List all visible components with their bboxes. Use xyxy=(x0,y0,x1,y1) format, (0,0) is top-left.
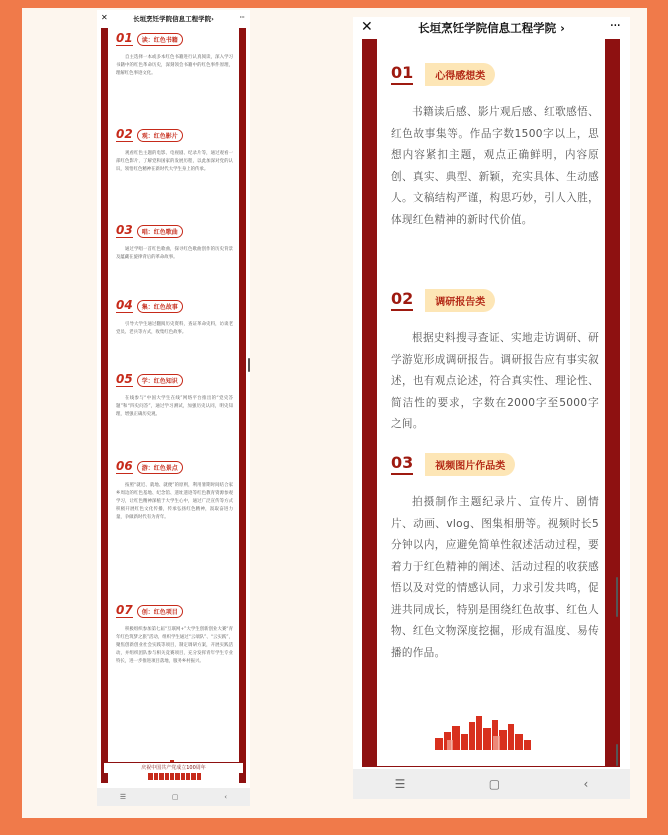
section-number: 01 xyxy=(116,31,133,45)
close-icon[interactable]: ✕ xyxy=(361,19,373,35)
system-nav-bar xyxy=(353,769,630,799)
section-text: 在线参与“中国大学生在线”网络平台推出的“党史答题”和“四史问答”，通过学习测试，加强历史认同，明史知理，增强正确历史观。 xyxy=(116,396,233,417)
page-title: 长垣烹饪学院信息工程学院 xyxy=(418,21,557,35)
section-tag: 读：红色书籍 xyxy=(137,33,183,46)
section-research-report xyxy=(391,289,599,436)
section-tag: 观：红色影片 xyxy=(137,129,183,142)
title-bar xyxy=(97,10,250,28)
scrollbar[interactable] xyxy=(248,358,250,372)
title-bar xyxy=(353,17,630,39)
scrollbar[interactable] xyxy=(616,744,618,766)
close-icon[interactable]: ✕ xyxy=(101,13,108,22)
home-icon[interactable]: ▢ xyxy=(171,793,179,801)
section-text: 拍摄制作主题纪录片、宣传片、剧情片、动画、vlog、图集相册等。视频时长5分钟以内，应避免简单性叙述活动过程，要着力于红色精神的阐述、活动过程的收获感悟以及对党的情感认同，力求引发共鸣，促进共同成长，特别是围绕红色故事、红色人物、红色文物深度挖掘，形成有温度、易传播的作品。 xyxy=(391,496,599,659)
section-tag: 集：红色故事 xyxy=(137,300,183,313)
section-text: 引导大学生通过翻阅历史资料，查证革命史料，访谈老党员、老兵等方式，收集红色故事。 xyxy=(116,322,233,335)
article-frame xyxy=(101,28,246,783)
scrollbar[interactable] xyxy=(616,577,618,617)
chevron-right-icon[interactable]: › xyxy=(211,15,214,23)
footer-banner: 庆祝中国共产党成立100周年 xyxy=(104,762,243,773)
back-icon[interactable]: ‹ xyxy=(583,777,589,791)
section-tag: 心得感想类 xyxy=(425,63,495,86)
section-video-photo xyxy=(391,453,599,664)
section-tag: 调研报告类 xyxy=(425,289,495,312)
section-number: 02 xyxy=(116,127,133,141)
section-learn xyxy=(116,373,233,419)
article-frame xyxy=(362,39,620,766)
section-text: 积极组织参加第七届“互联网+”大学生创新创业大赛“青年红色筑梦之旅”活动，组织学生通过“云端队”、“云实践”，聚焦创新创业社会实践等项目，制定调研方案，开展实践活动，并组织团队参与相关竞赛项目，充分发挥青年学生专业特长，进一步推进项目落地，服务乡村振兴。 xyxy=(116,627,233,664)
page-title: 长垣烹饪学院信息工程学院 xyxy=(133,15,212,23)
right-phone-screenshot xyxy=(353,17,630,799)
more-icon[interactable]: ··· xyxy=(609,18,620,34)
back-icon[interactable]: ‹ xyxy=(224,793,228,801)
section-number: 07 xyxy=(116,603,133,617)
section-text: 自主选择一本或多本红色书籍进行认真阅读，深入学习书籍中的红色革命历史，深刻领会书籍中的红色事件原理，理解红色事迹文化。 xyxy=(116,55,233,76)
section-number: 03 xyxy=(391,454,413,475)
article-page xyxy=(108,28,239,783)
home-icon[interactable]: ▢ xyxy=(488,777,501,791)
left-phone-screenshot xyxy=(97,10,250,806)
article-page xyxy=(377,39,605,766)
section-collect xyxy=(116,299,233,337)
section-sing xyxy=(116,224,233,262)
section-tag: 游：红色景点 xyxy=(137,461,183,474)
menu-icon[interactable]: ☰ xyxy=(119,793,127,801)
section-number: 02 xyxy=(391,290,413,311)
section-number: 03 xyxy=(116,223,133,237)
section-read xyxy=(116,32,233,78)
menu-icon[interactable]: ☰ xyxy=(394,777,406,791)
section-watch xyxy=(116,128,233,174)
section-tag: 创：红色项目 xyxy=(137,605,183,618)
section-create xyxy=(116,604,233,666)
section-tag: 视频图片作品类 xyxy=(425,453,515,476)
section-text: 根据史料搜寻查证、实地走访调研、研学游览形成调研报告。调研报告应有事实叙述，也有观点论述，符合真实性、理论性、简洁性的要求，字数在2000字至5000字之间。 xyxy=(391,332,599,430)
more-icon[interactable]: ··· xyxy=(239,13,244,22)
chevron-right-icon[interactable]: › xyxy=(560,21,565,35)
section-text: 书籍读后感、影片观后感、红歌感悟、红色故事集等。作品字数1500字以上，思想内容紧扣主题，观点正确鲜明，内容原创、真实、典型、新颖，充实具体、生动感人。文稿结构严谨，构思巧妙，引人入胜，体现红色精神的新时代价值。 xyxy=(391,106,599,226)
section-number: 05 xyxy=(116,372,133,386)
section-tag: 唱：红色歌曲 xyxy=(137,225,183,238)
section-number: 06 xyxy=(116,459,133,473)
section-text: 按照“就近、就地、就便”的原则，利用暑期时间结合家乡周边的红色基地、纪念馆、遗址遗迹等红色教育资源参观学习，让红色精神深植于大学生心中，通过广泛宣传等方式积极开展红色文化传播，传承弘扬红色精神，汲取奋进力量，争做新时代有为青年。 xyxy=(116,483,233,520)
section-number: 04 xyxy=(116,298,133,312)
section-tag: 学：红色知识 xyxy=(137,374,183,387)
section-text: 通过学唱一首红色歌曲，探寻红色歌曲创作的历史背景及蕴藏在旋律背后的革命故事。 xyxy=(116,247,233,260)
section-number: 01 xyxy=(391,64,413,85)
section-reflection xyxy=(391,63,599,231)
city-skyline-illustration xyxy=(433,714,533,750)
section-text: 观看红色主题的电影、电视剧、纪录片等，通过观看一部红色影片，了解党和国家的发展历程，以此加深对党的认识，领悟红色精神在新时代大学生身上的传承。 xyxy=(116,151,233,172)
system-nav-bar xyxy=(97,788,250,806)
section-travel xyxy=(116,460,233,522)
